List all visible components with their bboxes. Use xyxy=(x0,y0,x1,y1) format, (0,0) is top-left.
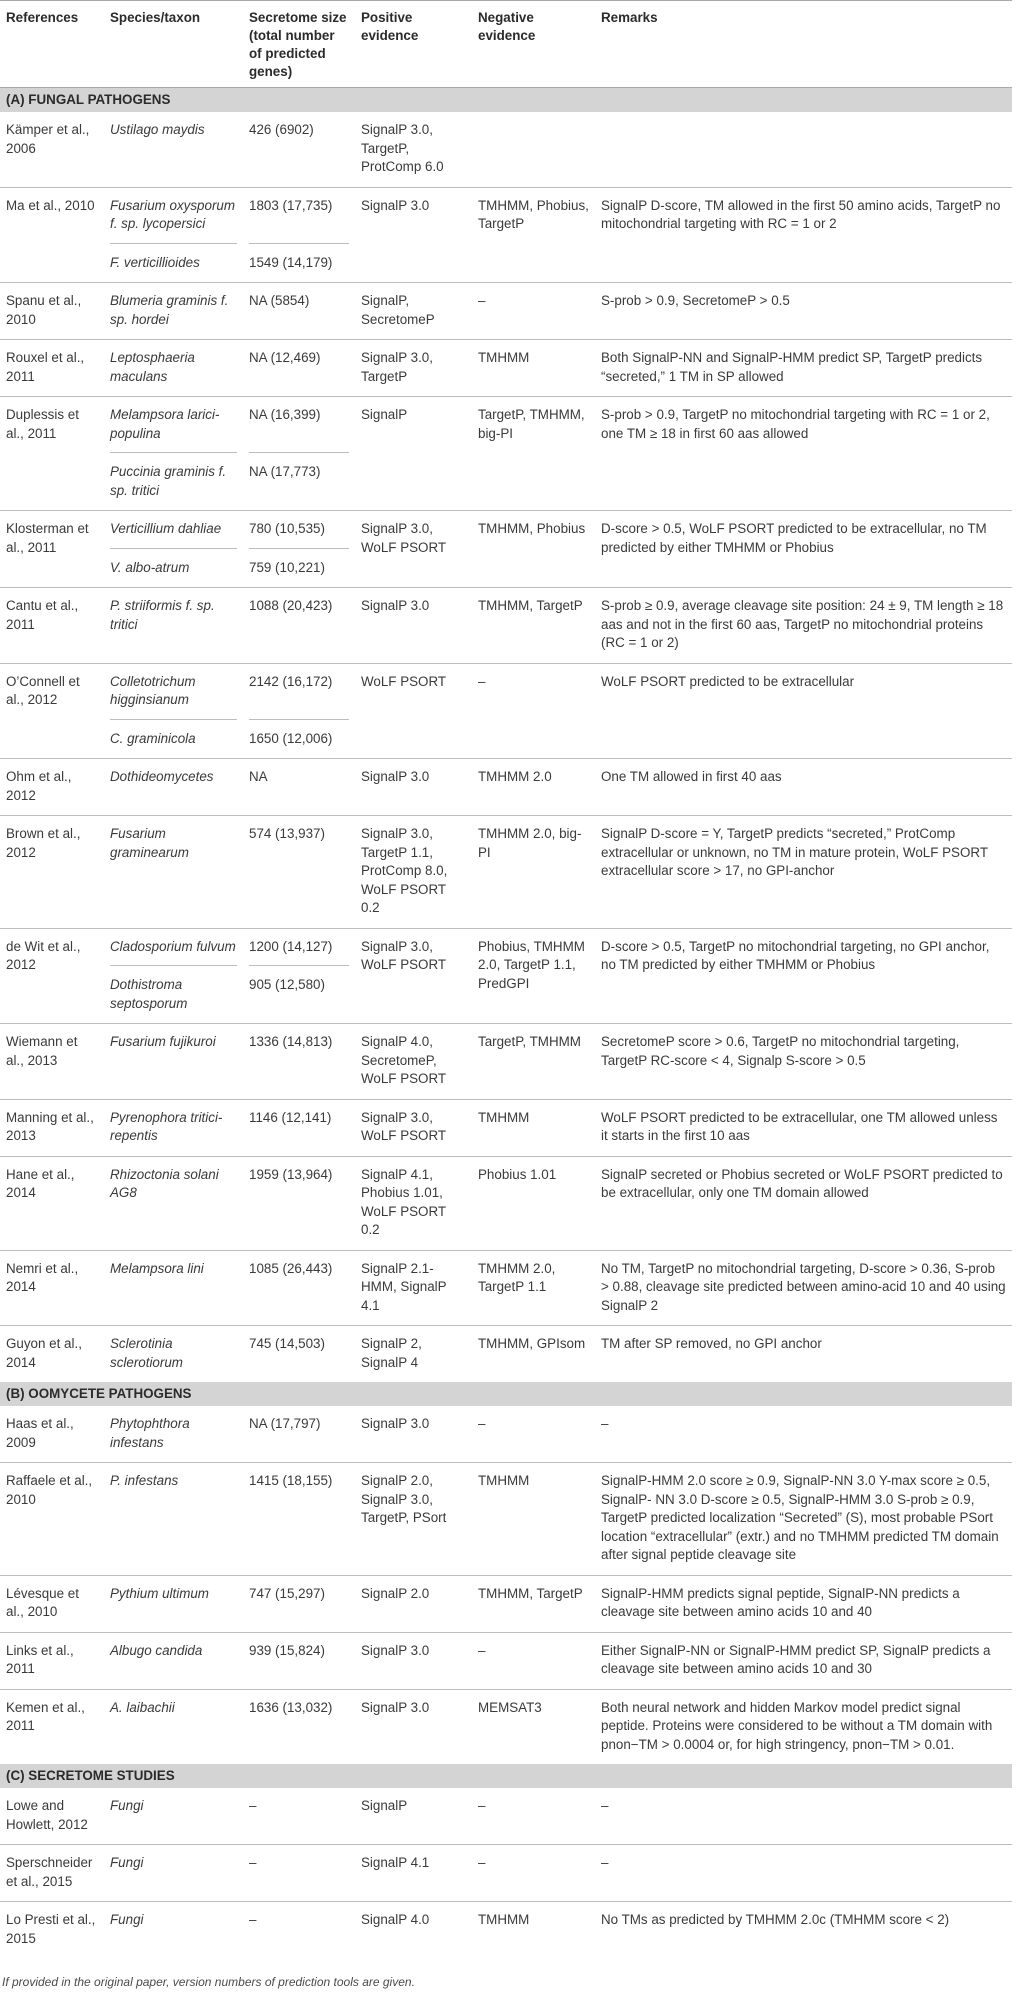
remarks-cell: WoLF PSORT predicted to be extracellular xyxy=(595,663,1012,759)
secretome-size-cell xyxy=(243,1902,355,1959)
negative-evidence-cell: TMHMM 2.0, big-PI xyxy=(472,816,595,929)
reference-cell: Spanu et al., 2010 xyxy=(0,283,104,340)
remarks-cell: – xyxy=(601,1798,609,1813)
header-negative-evidence: Negative evidence xyxy=(472,1,595,88)
remarks-cell: S-prob ≥ 0.9, average cleavage site position: 24 ± 9, TM length ≥ 18 aas and not in the first 60 aas, TargetP no mitochondrial proteins (RC = 1 or 2) xyxy=(595,588,1012,664)
table-row xyxy=(0,283,1012,340)
species-name: Fungi xyxy=(110,1798,144,1813)
negative-evidence-cell: MEMSAT3 xyxy=(472,1689,595,1764)
table-row xyxy=(0,1463,1012,1576)
species-cell xyxy=(104,588,243,664)
secretome-size-value: 759 (10,221) xyxy=(249,548,349,578)
species-name: Fusarium fujikuroi xyxy=(110,1034,216,1049)
secretome-size-value: NA (12,469) xyxy=(249,350,321,365)
secretome-size-cell xyxy=(243,663,355,759)
remarks-cell: Both neural network and hidden Markov model predict signal peptide. Proteins were considered to be without a TM domain with pnon−TM > 0.0004 or, for high stringency, pnon−TM > 0.01. xyxy=(595,1689,1012,1764)
remarks-cell: D-score > 0.5, TargetP no mitochondrial targeting, no GPI anchor, no TM predicted by either TMHMM or Phobius xyxy=(595,928,1012,1024)
remarks-cell: TM after SP removed, no GPI anchor xyxy=(595,1326,1012,1383)
species-cell xyxy=(104,112,243,187)
section-title: (A) FUNGAL PATHOGENS xyxy=(0,88,1012,113)
table-row xyxy=(0,1326,1012,1383)
species-cell xyxy=(104,816,243,929)
species-name: Fusarium oxysporum f. sp. lycopersici xyxy=(110,197,236,231)
table-row xyxy=(0,1250,1012,1326)
header-positive-evidence: Positive evidence xyxy=(355,1,472,88)
remarks-cell: – xyxy=(595,1845,1012,1902)
species-cell xyxy=(104,1689,243,1764)
remarks-cell: – xyxy=(601,1416,609,1431)
negative-evidence-cell: – xyxy=(472,663,595,759)
reference-cell: Wiemann et al., 2013 xyxy=(0,1024,104,1100)
negative-evidence-cell: TMHMM, Phobius xyxy=(472,511,595,588)
positive-evidence-cell: SignalP 3.0, WoLF PSORT xyxy=(355,928,472,1024)
secretome-size-value: 905 (12,580) xyxy=(249,965,349,995)
negative-evidence-cell: TMHMM, GPIsom xyxy=(472,1326,595,1383)
negative-evidence-cell: Phobius 1.01 xyxy=(472,1156,595,1250)
header-remarks: Remarks xyxy=(595,1,1012,88)
table-row xyxy=(0,759,1012,816)
secretome-size-value: 1200 (14,127) xyxy=(249,938,333,954)
negative-evidence-cell: TMHMM, TargetP xyxy=(472,1575,595,1632)
secretome-size-cell xyxy=(243,928,355,1024)
reference-cell: Brown et al., 2012 xyxy=(0,816,104,929)
positive-evidence-cell: SignalP 3.0, WoLF PSORT xyxy=(355,1099,472,1156)
species-cell xyxy=(104,1463,243,1576)
remarks-cell: SecretomeP score > 0.6, TargetP no mitochondrial targeting, TargetP RC-score < 4, Signalp S-score > 0.5 xyxy=(595,1024,1012,1100)
positive-evidence-cell: SignalP 4.1 xyxy=(355,1845,472,1902)
species-name: Melampsora larici-populina xyxy=(110,407,220,441)
table-row xyxy=(0,187,1012,283)
secretome-size-value: 939 (15,824) xyxy=(249,1642,325,1658)
species-cell xyxy=(104,397,243,511)
secretome-size-value: 426 (6902) xyxy=(249,122,314,137)
species-name: Colletotrichum higginsianum xyxy=(110,673,196,707)
secretome-size-cell xyxy=(243,283,355,340)
species-name: Blumeria graminis f. sp. hordei xyxy=(110,293,229,327)
species-name: Ustilago maydis xyxy=(110,122,205,137)
remarks-cell: SignalP secreted or Phobius secreted or WoLF PSORT predicted to be extracellular, only one TM domain allowed xyxy=(595,1156,1012,1250)
species-name: Verticillium dahliae xyxy=(110,521,222,536)
species-name: Sclerotinia sclerotiorum xyxy=(110,1336,183,1370)
positive-evidence-cell: SignalP 3.0, TargetP 1.1, ProtComp 8.0, WoLF PSORT 0.2 xyxy=(355,816,472,929)
secretome-size-value: 1636 (13,032) xyxy=(249,1699,333,1715)
species-cell xyxy=(104,1845,243,1902)
remarks-cell: Both SignalP-NN and SignalP-HMM predict SP, TargetP predicts “secreted,” 1 TM in SP allowed xyxy=(595,340,1012,397)
secretome-size-cell xyxy=(243,588,355,664)
remarks-cell: SignalP D-score = Y, TargetP predicts “secreted,” ProtComp extracellular or unknown, no TM in mature protein, WoLF PSORT extracellular score > 17, no GPI-anchor xyxy=(595,816,1012,929)
table-row xyxy=(0,1575,1012,1632)
positive-evidence-cell: SignalP 3.0 xyxy=(355,588,472,664)
reference-cell: Nemri et al., 2014 xyxy=(0,1250,104,1326)
negative-evidence-cell: TargetP, TMHMM, big-PI xyxy=(472,397,595,511)
species-name: P. striiformis f. sp. tritici xyxy=(110,598,215,632)
table-row xyxy=(0,1156,1012,1250)
secretome-size-cell xyxy=(243,1689,355,1764)
secretome-size-value: 1085 (26,443) xyxy=(249,1260,333,1276)
positive-evidence-cell: SignalP 3.0, TargetP, ProtComp 6.0 xyxy=(361,122,444,174)
species-name: Phytophthora infestans xyxy=(110,1416,190,1450)
secretome-size-value: – xyxy=(249,1912,257,1927)
secretome-size-value: – xyxy=(249,1855,257,1870)
species-cell xyxy=(104,340,243,397)
secretome-size-value: 1549 (14,179) xyxy=(249,243,349,273)
reference-cell: Haas et al., 2009 xyxy=(6,1416,74,1450)
positive-evidence-cell: SignalP 4.0 xyxy=(355,1902,472,1959)
section-header-secretome-studies xyxy=(0,1764,1012,1788)
header-species: Species/taxon xyxy=(104,1,243,88)
reference-cell: Raffaele et al., 2010 xyxy=(0,1463,104,1576)
secretome-size-cell xyxy=(243,816,355,929)
species-name: Rhizoctonia solani AG8 xyxy=(110,1166,219,1200)
remarks-cell: SignalP-HMM 2.0 score ≥ 0.9, SignalP-NN 3.0 Y-max score ≥ 0.5, SignalP- NN 3.0 D-score ≥ 0.5, SignalP-HMM 3.0 S-prob ≥ 0.9, TargetP predicted localization “Secreted” (S), most probable PSort location “extracellular” (extr.) and no TMHMM predicted TM domain after signal peptide cleavage site xyxy=(595,1463,1012,1576)
secretome-size-value: 1088 (20,423) xyxy=(249,598,333,613)
positive-evidence-cell: SignalP 2, SignalP 4 xyxy=(355,1326,472,1383)
table-footnote: If provided in the original paper, version numbers of prediction tools are given. xyxy=(2,1975,415,1989)
secretome-size-value: 1803 (17,735) xyxy=(249,197,333,213)
secretome-size-cell xyxy=(243,397,355,511)
table-row xyxy=(0,816,1012,929)
reference-cell: Sperschneider et al., 2015 xyxy=(0,1845,104,1902)
secretome-size-value: 1146 (12,141) xyxy=(249,1109,332,1125)
species-cell xyxy=(104,1024,243,1100)
reference-cell: Ohm et al., 2012 xyxy=(0,759,104,816)
positive-evidence-cell: WoLF PSORT xyxy=(355,663,472,759)
secretome-size-cell xyxy=(243,1326,355,1383)
table-row xyxy=(0,1632,1012,1689)
secretome-size-cell xyxy=(243,1845,355,1902)
species-cell xyxy=(104,1788,243,1845)
negative-evidence-cell: TMHMM, Phobius, TargetP xyxy=(472,187,595,283)
species-cell xyxy=(104,1099,243,1156)
remarks-cell: S-prob > 0.9, TargetP no mitochondrial targeting with RC = 1 or 2, one TM ≥ 18 in first 60 aas allowed xyxy=(595,397,1012,511)
reference-cell: O’Connell et al., 2012 xyxy=(0,663,104,759)
species-name: Pythium ultimum xyxy=(110,1585,209,1601)
species-name: V. albo-atrum xyxy=(110,548,237,578)
species-name: Fusarium graminearum xyxy=(110,826,189,860)
section-header-fungal-pathogens xyxy=(0,88,1012,113)
remarks-cell: No TM, TargetP no mitochondrial targeting, D-score > 0.36, S-prob > 0.88, cleavage site predicted between amino-acid 10 and 40 using SignalP 2 xyxy=(595,1250,1012,1326)
table-row xyxy=(0,1099,1012,1156)
species-name: Pyrenophora tritici-repentis xyxy=(110,1109,223,1143)
remarks-cell: No TMs as predicted by TMHMM 2.0c (TMHMM score < 2) xyxy=(595,1902,1012,1959)
secretome-size-value: 1415 (18,155) xyxy=(249,1473,333,1488)
reference-cell: Manning et al., 2013 xyxy=(0,1099,104,1156)
negative-evidence-cell: TMHMM 2.0, TargetP 1.1 xyxy=(472,1250,595,1326)
positive-evidence-cell: SignalP 3.0 xyxy=(355,759,472,816)
species-name: Fungi xyxy=(110,1912,144,1927)
reference-cell: Lévesque et al., 2010 xyxy=(0,1575,104,1632)
table-row xyxy=(0,340,1012,397)
secretome-size-value: NA (5854) xyxy=(249,293,310,308)
remarks-cell: WoLF PSORT predicted to be extracellular, one TM allowed unless it starts in the first 10 aas xyxy=(595,1099,1012,1156)
remarks-cell: D-score > 0.5, WoLF PSORT predicted to be extracellular, no TM predicted by either TMHMM or Phobius xyxy=(595,511,1012,588)
species-cell xyxy=(104,1156,243,1250)
remarks-cell: One TM allowed in first 40 aas xyxy=(595,759,1012,816)
positive-evidence-cell: SignalP 3.0, WoLF PSORT xyxy=(355,511,472,588)
table-row xyxy=(0,397,1012,511)
reference-cell: de Wit et al., 2012 xyxy=(0,928,104,1024)
species-name: Puccinia graminis f. sp. tritici xyxy=(110,452,237,500)
secretome-size-cell xyxy=(243,112,355,187)
negative-evidence-cell: – xyxy=(472,1845,595,1902)
secretome-size-value: – xyxy=(249,1798,257,1813)
species-cell xyxy=(104,1250,243,1326)
header-row xyxy=(0,1,1012,88)
secretome-size-value: 2142 (16,172) xyxy=(249,673,333,689)
reference-cell: Duplessis et al., 2011 xyxy=(0,397,104,511)
positive-evidence-cell: SignalP 3.0 xyxy=(355,1632,472,1689)
negative-evidence-cell: TMHMM xyxy=(472,1099,595,1156)
positive-evidence-cell: SignalP 2.1-HMM, SignalP 4.1 xyxy=(355,1250,472,1326)
table-row xyxy=(0,1406,1012,1463)
positive-evidence-cell: SignalP, SecretomeP xyxy=(355,283,472,340)
table-row xyxy=(0,511,1012,588)
negative-evidence-cell xyxy=(472,112,595,187)
secretome-size-cell xyxy=(243,1250,355,1326)
positive-evidence-cell: SignalP xyxy=(355,397,472,511)
secretome-size-value: NA (16,399) xyxy=(249,407,321,422)
table-body xyxy=(0,88,1012,1959)
table-row xyxy=(0,588,1012,664)
reference-cell: Lo Presti et al., 2015 xyxy=(0,1902,104,1959)
species-cell xyxy=(104,187,243,283)
species-name: F. verticillioides xyxy=(110,243,237,273)
positive-evidence-cell: SignalP 3.0 xyxy=(361,1416,430,1431)
species-name: P. infestans xyxy=(110,1473,179,1488)
positive-evidence-cell: SignalP 2.0 xyxy=(355,1575,472,1632)
reference-cell: Kämper et al., 2006 xyxy=(6,122,90,156)
positive-evidence-cell: SignalP 3.0 xyxy=(355,1689,472,1764)
remarks-cell: SignalP-HMM predicts signal peptide, SignalP-NN predicts a cleavage site between amino acids 10 and 40 xyxy=(595,1575,1012,1632)
positive-evidence-cell: SignalP 3.0 xyxy=(355,187,472,283)
table-row xyxy=(0,1024,1012,1100)
negative-evidence-cell: TargetP, TMHMM xyxy=(472,1024,595,1100)
reference-cell: Links et al., 2011 xyxy=(0,1632,104,1689)
negative-evidence-cell: – xyxy=(472,1632,595,1689)
secretome-size-cell xyxy=(243,1575,355,1632)
reference-cell: Guyon et al., 2014 xyxy=(0,1326,104,1383)
remarks-cell: S-prob > 0.9, SecretomeP > 0.5 xyxy=(595,283,1012,340)
species-cell xyxy=(104,1406,243,1463)
species-cell xyxy=(104,759,243,816)
secretome-size-cell xyxy=(243,1099,355,1156)
reference-cell: Klosterman et al., 2011 xyxy=(0,511,104,588)
secretome-size-cell xyxy=(243,1156,355,1250)
secretome-size-value: 574 (13,937) xyxy=(249,826,325,841)
reference-cell: Kemen et al., 2011 xyxy=(0,1689,104,1764)
positive-evidence-cell: SignalP 4.0, SecretomeP, WoLF PSORT xyxy=(355,1024,472,1100)
secretome-size-cell xyxy=(243,1788,355,1845)
secretome-size-cell xyxy=(243,759,355,816)
positive-evidence-cell: SignalP 2.0, SignalP 3.0, TargetP, PSort xyxy=(355,1463,472,1576)
species-name: C. graminicola xyxy=(110,719,237,749)
secretome-size-value: 745 (14,503) xyxy=(249,1336,325,1351)
secretome-size-value: 1336 (14,813) xyxy=(249,1034,333,1049)
remarks-cell: Either SignalP-NN or SignalP-HMM predict SP, SignalP predicts a cleavage site between amino acids 10 and 30 xyxy=(595,1632,1012,1689)
secretome-size-value: 747 (15,297) xyxy=(249,1585,325,1601)
secretome-size-cell xyxy=(243,1463,355,1576)
secretome-size-cell xyxy=(243,1024,355,1100)
species-name: Dothistroma septosporum xyxy=(110,965,237,1013)
reference-cell: Rouxel et al., 2011 xyxy=(0,340,104,397)
table-row xyxy=(0,112,1012,187)
species-cell xyxy=(104,1575,243,1632)
negative-evidence-cell: – xyxy=(478,1798,486,1813)
species-name: Leptosphaeria maculans xyxy=(110,350,195,384)
section-title: (B) OOMYCETE PATHOGENS xyxy=(0,1382,1012,1406)
table-row xyxy=(0,1788,1012,1845)
reference-cell: Hane et al., 2014 xyxy=(0,1156,104,1250)
remarks-cell: SignalP D-score, TM allowed in the first 50 amino acids, TargetP no mitochondrial targeting with RC = 1 or 2 xyxy=(595,187,1012,283)
species-name: Albugo candida xyxy=(110,1642,203,1658)
reference-cell: Lowe and Howlett, 2012 xyxy=(6,1798,88,1832)
table-row xyxy=(0,1689,1012,1764)
species-cell xyxy=(104,663,243,759)
positive-evidence-cell: SignalP xyxy=(361,1798,408,1813)
remarks-cell xyxy=(595,112,1012,187)
negative-evidence-cell: TMHMM xyxy=(472,340,595,397)
negative-evidence-cell: TMHMM xyxy=(472,1463,595,1576)
species-name: Fungi xyxy=(110,1855,144,1870)
secretome-size-value: NA (17,797) xyxy=(249,1416,321,1431)
header-secretome-size: Secretome size (total number of predicted genes) xyxy=(243,1,355,88)
species-cell xyxy=(104,283,243,340)
positive-evidence-cell: SignalP 3.0, TargetP xyxy=(355,340,472,397)
reference-cell: Cantu et al., 2011 xyxy=(0,588,104,664)
secretome-size-value: NA xyxy=(249,769,268,784)
section-title: (C) SECRETOME STUDIES xyxy=(0,1764,1012,1788)
table-row xyxy=(0,928,1012,1024)
species-name: Dothideomycetes xyxy=(110,769,214,784)
secretome-size-value: NA (17,773) xyxy=(249,452,349,482)
secretome-size-cell xyxy=(243,187,355,283)
positive-evidence-cell: SignalP 4.1, Phobius 1.01, WoLF PSORT 0.2 xyxy=(355,1156,472,1250)
table-row xyxy=(0,663,1012,759)
table-row xyxy=(0,1902,1012,1959)
negative-evidence-cell: – xyxy=(478,1416,486,1431)
species-name: Melampsora lini xyxy=(110,1260,204,1276)
secretome-size-value: 780 (10,535) xyxy=(249,521,325,536)
species-name: Cladosporium fulvum xyxy=(110,938,236,954)
table-row xyxy=(0,1845,1012,1902)
secretome-size-cell xyxy=(243,340,355,397)
secretome-size-value: 1650 (12,006) xyxy=(249,719,349,749)
reference-cell: Ma et al., 2010 xyxy=(0,187,104,283)
header-references: References xyxy=(0,1,104,88)
section-header-oomycete-pathogens xyxy=(0,1382,1012,1406)
species-cell xyxy=(104,1902,243,1959)
negative-evidence-cell: TMHMM, TargetP xyxy=(472,588,595,664)
negative-evidence-cell: – xyxy=(472,283,595,340)
species-cell xyxy=(104,1632,243,1689)
secretome-size-cell xyxy=(243,1632,355,1689)
secretome-size-cell xyxy=(243,1406,355,1463)
negative-evidence-cell: TMHMM 2.0 xyxy=(472,759,595,816)
species-cell xyxy=(104,928,243,1024)
species-cell xyxy=(104,1326,243,1383)
negative-evidence-cell: TMHMM xyxy=(472,1902,595,1959)
species-name: A. laibachii xyxy=(110,1699,175,1715)
secretome-size-value: 1959 (13,964) xyxy=(249,1166,333,1182)
secretome-size-cell xyxy=(243,511,355,588)
negative-evidence-cell: Phobius, TMHMM 2.0, TargetP 1.1, PredGPI xyxy=(472,928,595,1024)
species-cell xyxy=(104,511,243,588)
